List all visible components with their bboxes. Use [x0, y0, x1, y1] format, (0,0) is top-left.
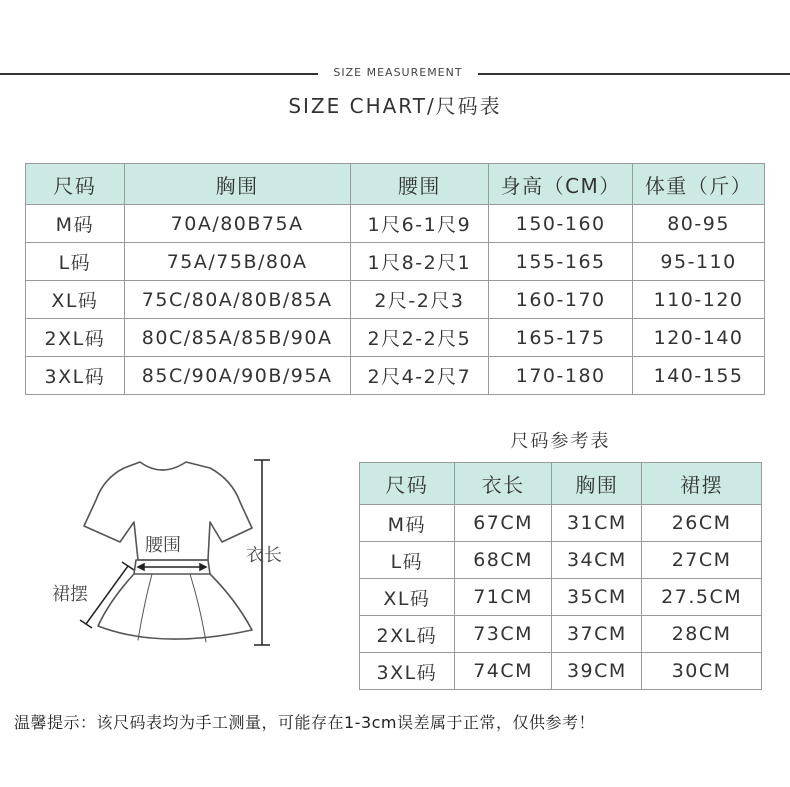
- table-cell: M码: [26, 205, 125, 243]
- table-cell: 27.5CM: [642, 579, 762, 616]
- column-header: 身高（CM）: [489, 164, 633, 205]
- table-cell: XL码: [26, 281, 125, 319]
- table-cell: 30CM: [642, 653, 762, 690]
- size-chart-table: [25, 163, 765, 395]
- column-header: 胸围: [552, 463, 642, 505]
- table-cell: 150-160: [489, 205, 633, 243]
- table-row: [360, 542, 762, 579]
- table-cell: 110-120: [633, 281, 765, 319]
- table-row: [360, 505, 762, 542]
- table-cell: 3XL码: [360, 653, 455, 690]
- column-header: 胸围: [124, 164, 350, 205]
- column-header: 体重（斤）: [633, 164, 765, 205]
- table-cell: 34CM: [552, 542, 642, 579]
- table-cell: 2XL码: [26, 319, 125, 357]
- size-chart-header-row: [26, 164, 765, 205]
- table-row: [360, 579, 762, 616]
- table-cell: 2尺2-2尺5: [350, 319, 489, 357]
- reference-chart-header-row: [360, 463, 762, 505]
- column-header: 腰围: [350, 164, 489, 205]
- table-cell: 160-170: [489, 281, 633, 319]
- table-cell: 140-155: [633, 357, 765, 395]
- header-rule-left: [0, 73, 318, 75]
- table-row: [26, 319, 765, 357]
- table-cell: 2尺4-2尺7: [350, 357, 489, 395]
- table-cell: M码: [360, 505, 455, 542]
- table-cell: 1尺8-2尺1: [350, 243, 489, 281]
- table-cell: 95-110: [633, 243, 765, 281]
- table-cell: 31CM: [552, 505, 642, 542]
- table-cell: 67CM: [454, 505, 552, 542]
- table-cell: 74CM: [454, 653, 552, 690]
- column-header: 裙摆: [642, 463, 762, 505]
- table-cell: 27CM: [642, 542, 762, 579]
- table-cell: 75C/80A/80B/85A: [124, 281, 350, 319]
- table-cell: 70A/80B75A: [124, 205, 350, 243]
- page-title: SIZE CHART/尺码表: [288, 94, 502, 118]
- table-row: [360, 653, 762, 690]
- column-header: 衣长: [454, 463, 552, 505]
- table-cell: 37CM: [552, 616, 642, 653]
- table-cell: 35CM: [552, 579, 642, 616]
- table-cell: XL码: [360, 579, 455, 616]
- table-cell: 1尺6-1尺9: [350, 205, 489, 243]
- table-cell: 80C/85A/85B/90A: [124, 319, 350, 357]
- table-cell: 26CM: [642, 505, 762, 542]
- table-cell: 170-180: [489, 357, 633, 395]
- table-row: [26, 205, 765, 243]
- table-cell: L码: [26, 243, 125, 281]
- table-cell: L码: [360, 542, 455, 579]
- table-cell: 165-175: [489, 319, 633, 357]
- header-subtitle: SIZE MEASUREMENT: [333, 66, 463, 79]
- table-cell: 120-140: [633, 319, 765, 357]
- table-cell: 3XL码: [26, 357, 125, 395]
- table-cell: 2XL码: [360, 616, 455, 653]
- table-cell: 73CM: [454, 616, 552, 653]
- table-row: [26, 357, 765, 395]
- column-header: 尺码: [360, 463, 455, 505]
- column-header: 尺码: [26, 164, 125, 205]
- measurement-note: 温馨提示：该尺码表均为手工测量，可能存在1-3cm误差属于正常，仅供参考！: [14, 713, 596, 732]
- table-cell: 155-165: [489, 243, 633, 281]
- table-row: [26, 243, 765, 281]
- table-cell: 68CM: [454, 542, 552, 579]
- hem-label: 裙摆: [52, 584, 88, 605]
- length-label: 衣长: [246, 545, 282, 566]
- header-rule-right: [478, 73, 790, 75]
- reference-chart-title: 尺码参考表: [510, 431, 611, 452]
- table-cell: 80-95: [633, 205, 765, 243]
- table-cell: 71CM: [454, 579, 552, 616]
- table-cell: 2尺-2尺3: [350, 281, 489, 319]
- table-row: [26, 281, 765, 319]
- table-cell: 85C/90A/90B/95A: [124, 357, 350, 395]
- table-cell: 39CM: [552, 653, 642, 690]
- waist-label: 腰围: [145, 535, 181, 556]
- table-row: [360, 616, 762, 653]
- reference-chart-table: [359, 462, 762, 690]
- table-cell: 75A/75B/80A: [124, 243, 350, 281]
- table-cell: 28CM: [642, 616, 762, 653]
